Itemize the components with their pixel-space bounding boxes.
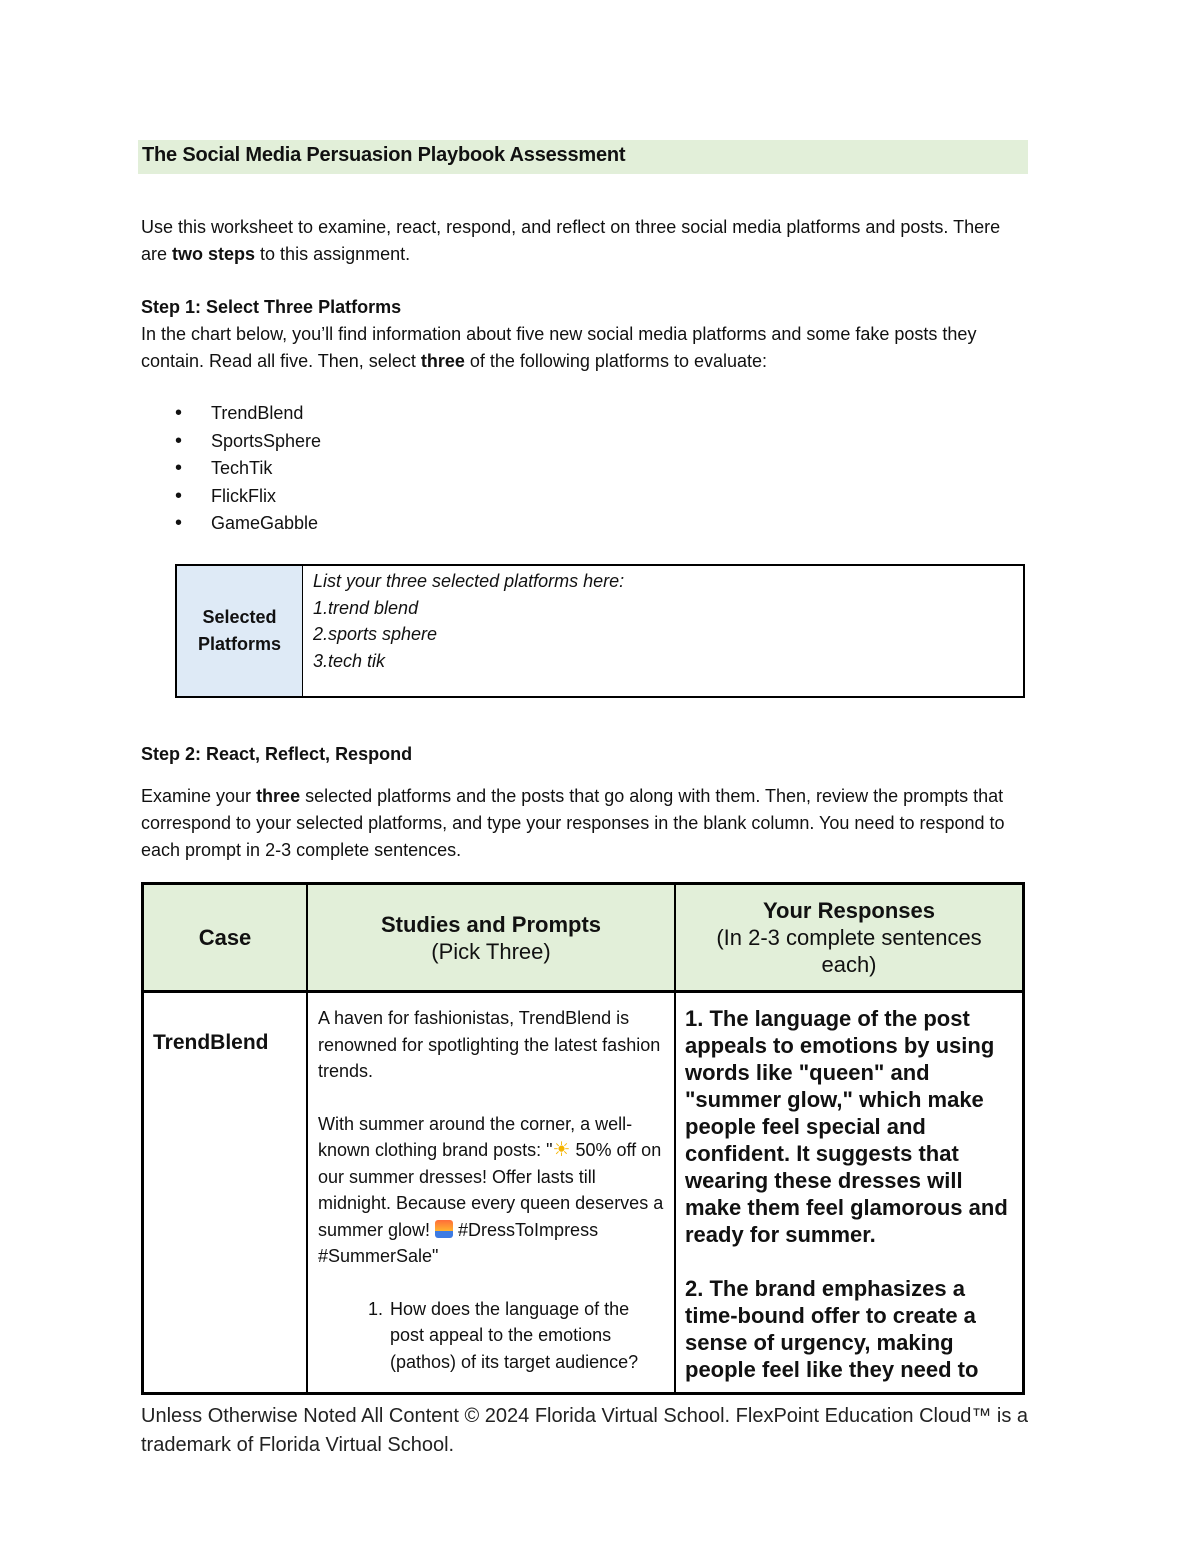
header-responses-sub: (In 2-3 complete sentences each) [716,925,982,977]
question-item: 1. How does the language of the post appeal to the emotions (pathos) of its target audience? [388,1296,664,1376]
step2-text-2: selected platforms and the posts that go along with them. Then, review the prompts that correspond to your selected platforms, and type your responses in the blank column. You need to respond to each prompt in 2-3 complete sentences. [141,786,1005,860]
list-item: • SportsSphere [175,428,321,456]
case-name: TrendBlend [153,1031,269,1054]
selected-label-line2: Platforms [197,634,282,654]
page-title: The Social Media Persuasion Playbook Assessment [138,140,1028,174]
sample-post [318,1111,664,1270]
selected-item: 1.trend blend [313,597,419,618]
step2-paragraph [141,783,1011,864]
selected-prompt: List your three selected platforms here: [313,571,625,591]
step2-text-1: Examine your [141,786,257,806]
selected-item: 2.sports sphere [313,624,438,644]
header-case: Case [198,925,252,950]
intro-bold: two steps [172,244,256,264]
intro-paragraph [141,214,1011,268]
post-text-start: With summer around the corner, a well-known clothing brand posts: " [318,1113,633,1160]
response-table [141,882,1025,1395]
list-item: • TechTik [175,455,321,483]
header-cell-case [144,885,306,990]
selected-platforms-table [175,564,1025,698]
table-header-row [144,885,1022,993]
selected-item: 3.tech tik [313,650,386,671]
step1-bold: three [420,351,465,371]
intro-text-2: to this assignment. [255,244,411,264]
response-cell[interactable] [674,993,1022,1392]
response-text: 2. The brand emphasizes a time-bound offer to create a sense of urgency, making people feel like they need to [685,1276,979,1382]
selected-platforms-field[interactable] [303,566,1023,696]
prompt-cell [306,993,674,1392]
step1-paragraph [141,321,1011,375]
selected-label-line1: Selected [202,607,277,627]
question-list [318,1296,664,1376]
step1-text-2: of the following platforms to evaluate: [464,351,768,371]
sunset-icon [435,1220,453,1238]
header-responses: Your Responses [763,898,935,923]
list-item: • FlickFlix [175,483,321,511]
intro-text-1: Use this worksheet to examine, react, respond, and reflect on three social media platforms and posts. There are [141,217,1001,264]
case-cell [144,993,306,1392]
post-text-mid: 50% off on our summer dresses! Offer lasts till midnight. Because every queen deserves a summer glow! [318,1140,664,1240]
sun-icon: ☀ [552,1139,571,1161]
header-studies-sub: (Pick Three) [431,938,551,964]
list-item: • TrendBlend [175,400,321,428]
header-cell-studies [306,885,674,990]
step1-heading: Step 1: Select Three Platforms [141,297,402,317]
platform-description: A haven for fashionistas, TrendBlend is renowned for spotlighting the latest fashion trends. [318,1008,661,1081]
list-item: • GameGabble [175,510,321,538]
header-cell-responses [674,885,1022,990]
selected-platforms-label [177,566,303,696]
step1-text-1: In the chart below, you’ll find information about five new social media platforms and some fake posts they contain. Read all five. Then, select [141,324,977,371]
platform-list [175,400,321,538]
post-text-end: #DressToImpress #SummerSale" [318,1219,599,1266]
step2-heading: Step 2: React, Reflect, Respond [141,744,413,764]
table-row [144,993,1022,1392]
response-text: 1. The language of the post appeals to emotions by using words like "queen" and "summer glow," which make people feel special and confident. It suggests that wearing these dresses will make them feel glamorous and ready for summer. [685,1006,1008,1247]
header-studies: Studies and Prompts [380,911,602,937]
step2-bold: three [256,786,301,806]
copyright-footer: Unless Otherwise Noted All Content © 2024 Florida Virtual School. FlexPoint Education Cloud™ is a trademark of Florida Virtual School. [141,1405,1029,1456]
